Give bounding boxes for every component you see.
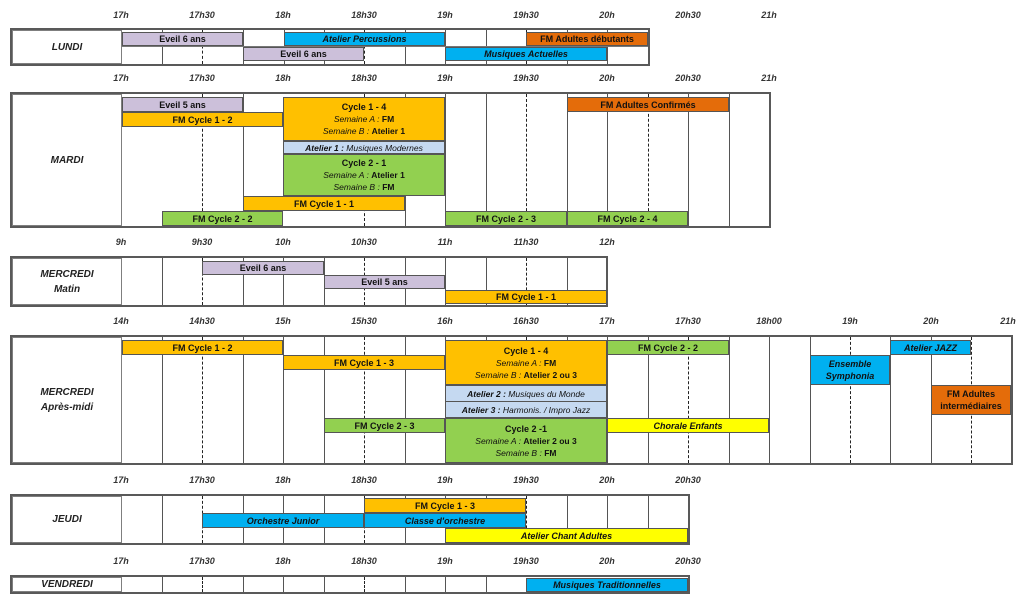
tick: 15h — [275, 316, 291, 326]
tick: 19h — [437, 475, 453, 485]
tick: 17h — [113, 556, 129, 566]
event-cycle-2-1[interactable]: Cycle 2 - 1 Semaine A : Atelier 1 Semaine B : FM — [283, 154, 445, 196]
event-fm-cycle-2-4[interactable]: FM Cycle 2 - 4 — [567, 211, 688, 226]
tick: 10h30 — [351, 237, 377, 247]
tick: 20h — [599, 73, 615, 83]
event-musiques-actuelles[interactable]: Musiques Actuelles — [445, 47, 607, 61]
tick: 19h30 — [513, 556, 539, 566]
event-cycle-2-1[interactable]: Cycle 2 -1 Semaine A : Atelier 2 ou 3 Semaine B : FM — [445, 418, 607, 463]
event-fm-cycle-2-2[interactable]: FM Cycle 2 - 2 — [162, 211, 283, 226]
tick: 20h — [599, 10, 615, 20]
event-atelier-percussions[interactable]: Atelier Percussions — [284, 32, 445, 46]
day-cell — [12, 496, 122, 543]
event-fm-cycle-2-2[interactable]: FM Cycle 2 - 2 — [607, 340, 729, 355]
tick: 17h — [113, 10, 129, 20]
tick: 18h30 — [351, 475, 377, 485]
tick: 18h30 — [351, 556, 377, 566]
tick: 19h — [437, 10, 453, 20]
tick: 17h30 — [189, 73, 215, 83]
mercredi-matin-block — [10, 256, 608, 307]
tick: 18h30 — [351, 73, 377, 83]
tick: 17h — [599, 316, 615, 326]
tick: 19h30 — [513, 73, 539, 83]
tick: 20h30 — [675, 556, 701, 566]
event-fm-adultes-debutants[interactable]: FM Adultes débutants — [526, 32, 648, 46]
event-eveil6-b[interactable]: Eveil 6 ans — [243, 47, 364, 61]
day-cell — [12, 30, 122, 64]
tick: 19h — [437, 556, 453, 566]
mardi-block — [10, 92, 771, 228]
day-label: LUNDI — [51, 41, 83, 53]
event-ateliers-2-3[interactable]: Atelier 2 : Musiques du Monde Atelier 3 : Harmonis. / Impro Jazz — [445, 385, 607, 418]
tick: 20h30 — [675, 475, 701, 485]
lundi-block — [10, 28, 650, 66]
tick: 17h — [113, 73, 129, 83]
tick: 18h30 — [351, 10, 377, 20]
tick: 14h30 — [189, 316, 215, 326]
tick: 18h — [275, 73, 291, 83]
event-eveil6-a[interactable]: Eveil 6 ans — [122, 32, 243, 46]
tick: 19h30 — [513, 475, 539, 485]
event-fm-cycle-1-2[interactable]: FM Cycle 1 - 2 — [122, 340, 283, 355]
tick: 21h — [761, 10, 777, 20]
tick: 20h — [599, 475, 615, 485]
mercredi-am-block — [10, 335, 1013, 465]
event-eveil6[interactable]: Eveil 6 ans — [202, 261, 324, 275]
vendredi-block — [10, 575, 690, 594]
event-fm-cycle-1-2[interactable]: FM Cycle 1 - 2 — [122, 112, 283, 127]
event-fm-cycle-1-1[interactable]: FM Cycle 1 - 1 — [243, 196, 405, 211]
event-fm-cycle-1-3[interactable]: FM Cycle 1 - 3 — [283, 355, 445, 370]
tick: 20h30 — [675, 73, 701, 83]
event-eveil5[interactable]: Eveil 5 ans — [324, 275, 445, 289]
event-fm-cycle-2-3[interactable]: FM Cycle 2 - 3 — [445, 211, 567, 226]
event-musiques-traditionnelles[interactable]: Musiques Traditionnelles — [526, 578, 688, 592]
tick: 9h — [115, 237, 127, 247]
event-chorale-enfants[interactable]: Chorale Enfants — [607, 418, 769, 433]
tick: 14h — [113, 316, 129, 326]
tick: 18h — [275, 556, 291, 566]
day-label: MARDI — [50, 154, 84, 166]
day-label: VENDREDI — [41, 579, 93, 590]
event-fm-adultes-confirmes[interactable]: FM Adultes Confirmés — [567, 97, 729, 112]
event-atelier-1[interactable]: Atelier 1 : Musiques Modernes — [283, 141, 445, 154]
tick: 16h30 — [513, 316, 539, 326]
day-cell — [12, 94, 122, 226]
tick: 20h — [599, 556, 615, 566]
tick: 21h — [761, 73, 777, 83]
tick: 19h — [842, 316, 858, 326]
tick: 12h — [599, 237, 615, 247]
tick: 18h — [275, 475, 291, 485]
tick: 19h30 — [513, 10, 539, 20]
tick: 20h30 — [675, 10, 701, 20]
tick: 15h30 — [351, 316, 377, 326]
tick: 19h — [437, 73, 453, 83]
event-fm-cycle-1-1[interactable]: FM Cycle 1 - 1 — [445, 290, 607, 304]
event-atelier-jazz[interactable]: Atelier JAZZ — [890, 340, 971, 355]
tick: 18h — [275, 10, 291, 20]
event-ensemble-symphonia[interactable]: Ensemble Symphonia — [810, 355, 890, 385]
tick: 17h — [113, 475, 129, 485]
tick: 17h30 — [189, 556, 215, 566]
event-classe-orchestre[interactable]: Classe d'orchestre — [364, 513, 526, 528]
event-orchestre-junior[interactable]: Orchestre Junior — [202, 513, 364, 528]
day-cell — [12, 577, 122, 592]
tick: 20h — [923, 316, 939, 326]
tick: 11h30 — [513, 237, 539, 247]
jeudi-block — [10, 494, 690, 545]
tick: 18h00 — [756, 316, 782, 326]
event-eveil5[interactable]: Eveil 5 ans — [122, 97, 243, 112]
event-atelier-chant-adultes[interactable]: Atelier Chant Adultes — [445, 528, 688, 543]
tick: 10h — [275, 237, 291, 247]
event-cycle-1-4[interactable]: Cycle 1 - 4 Semaine A : FM Semaine B : Atelier 1 — [283, 97, 445, 141]
tick: 11h — [437, 237, 453, 247]
day-cell: MERCREDI Matin — [12, 258, 122, 305]
day-cell: MERCREDI Après-midi — [12, 337, 122, 463]
event-cycle-1-4[interactable]: Cycle 1 - 4 Semaine A : FM Semaine B : Atelier 2 ou 3 — [445, 340, 607, 385]
event-fm-adultes-intermediaires[interactable]: FM Adultes intermédiaires — [931, 385, 1011, 415]
tick: 17h30 — [189, 10, 215, 20]
event-fm-cycle-1-3[interactable]: FM Cycle 1 - 3 — [364, 498, 526, 513]
tick: 16h — [437, 316, 453, 326]
tick: 21h — [1000, 316, 1016, 326]
tick: 9h30 — [191, 237, 213, 247]
day-label: JEUDI — [52, 514, 82, 525]
event-fm-cycle-2-3[interactable]: FM Cycle 2 - 3 — [324, 418, 445, 433]
tick: 17h30 — [675, 316, 701, 326]
tick: 17h30 — [189, 475, 215, 485]
